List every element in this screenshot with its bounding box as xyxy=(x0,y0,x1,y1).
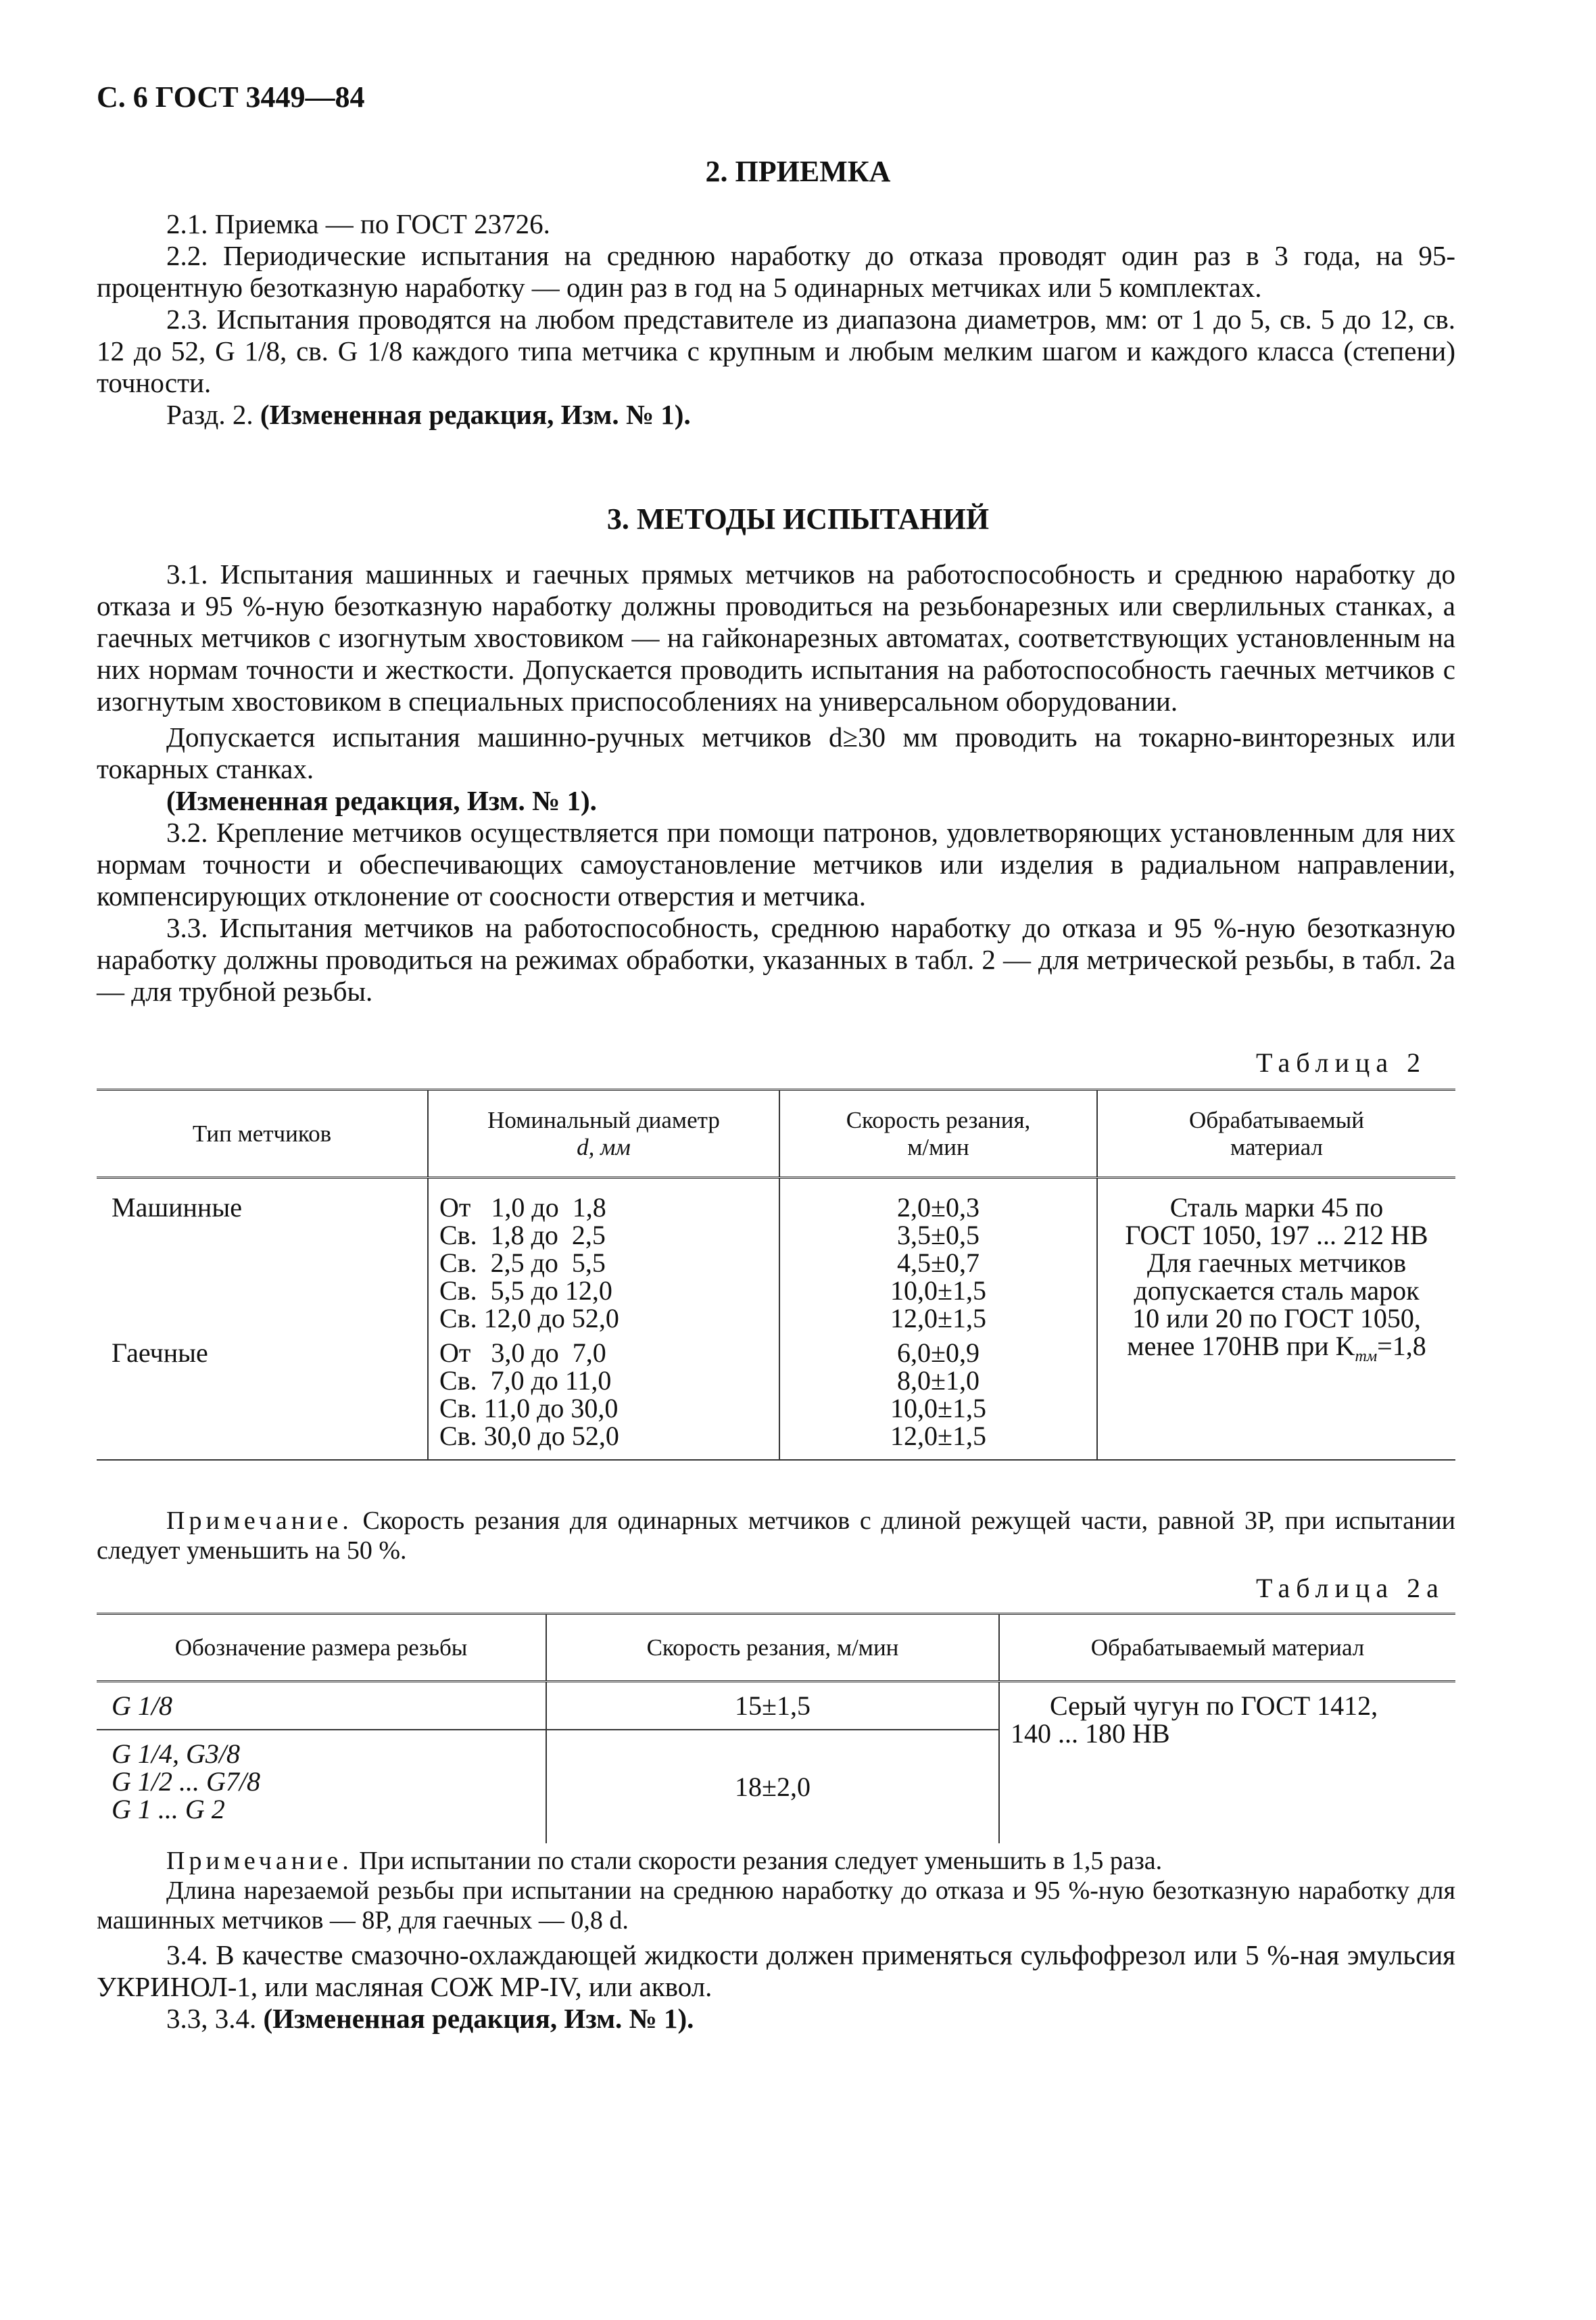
col-header-diameter-line2: d, мм xyxy=(577,1133,631,1160)
diameter-range: Св. 7,0 до 11,0 xyxy=(439,1365,612,1396)
cell-type-nut: Гаечные xyxy=(112,1337,208,1368)
col-header-material-line2: материал xyxy=(1230,1133,1323,1160)
section-3-title: 3. МЕТОДЫ ИСПЫТАНИЙ xyxy=(606,502,990,536)
note-paragraph xyxy=(97,1846,1455,1876)
paragraph-section-2-amendment xyxy=(97,399,1455,431)
table-row xyxy=(97,1682,1455,1730)
diameter-range: Св. 30,0 до 52,0 xyxy=(439,1421,619,1451)
paragraph-3-1-allow: Допускается испытания машинно-ручных метчиков d≥30 мм проводить на токарно-винторезных или токарных станках. xyxy=(97,721,1455,784)
section-2-title: 2. ПРИЕМКА xyxy=(705,155,891,188)
cell-material-steel xyxy=(1097,1178,1455,1461)
speed-value: 12,0±1,5 xyxy=(890,1303,986,1333)
speed-value: 4,5±0,7 xyxy=(897,1248,980,1278)
speed-value: 6,0±0,9 xyxy=(897,1337,980,1368)
col-header-diameter-line1: Номинальный диаметр xyxy=(487,1106,720,1133)
paragraph-2-3: 2.3. Испытания проводятся на любом представителе из диапазона диаметров, мм: от 1 до 5, св. 5 до 12, св. 12 до 52, G 1/8, св. G 1/8 каждого типа метчика с крупным и любым мелким шагом и каждого класса (степени) точности. xyxy=(97,304,1455,398)
paragraph-3-2: 3.2. Крепление метчиков осуществляется при помощи патронов, удовлетворяющих установленным для них нормам точности и обеспечивающих самоустановление метчиков или изделия в радиальном направлении, компенсирующих отклонение от соосности отверстия и метчика. xyxy=(97,817,1455,912)
paragraph-3-3-3-4-amendment xyxy=(97,2003,1455,2035)
table-2-header-row xyxy=(97,1090,1455,1178)
col-header-speed xyxy=(779,1090,1097,1178)
table-row xyxy=(97,1178,1455,1333)
speed-value: 2,0±0,3 xyxy=(897,1192,980,1223)
material-hardness-text: менее 170НВ при K xyxy=(1127,1331,1355,1361)
material-line xyxy=(1098,1332,1455,1371)
diameter-range: Св. 2,5 до 5,5 xyxy=(439,1248,606,1278)
cell-thread-sizes xyxy=(97,1730,546,1843)
note-text: При испытании по стали скорости резания следует уменьшить в 1,5 раза. xyxy=(352,1847,1163,1875)
note-text: Скорость резания для одинарных метчиков с длиной режущей части, равной 3Р, при испытании следует уменьшить на 50 %. xyxy=(97,1507,1455,1565)
amendment-prefix: Разд. 2. xyxy=(166,399,260,430)
table-2a-header-row xyxy=(97,1614,1455,1682)
speed-value: 10,0±1,5 xyxy=(890,1393,986,1423)
speed-value: 3,5±0,5 xyxy=(897,1220,980,1250)
table-2a-caption: Таблица 2а xyxy=(1256,1573,1445,1603)
note-paragraph xyxy=(97,1506,1455,1565)
note-paragraph-thread-length: Длина нарезаемой резьбы при испытании на среднюю наработку до отказа и 95 %-ную безотказную наработку для машинных метчиков — 8Р, для гаечных — 0,8 d. xyxy=(97,1876,1455,1935)
cell-type-machine: Машинные xyxy=(112,1192,242,1223)
col-header-material-line1: Обрабатываемый xyxy=(1189,1106,1364,1133)
thread-size: G 1 ... G 2 xyxy=(112,1794,225,1824)
col-header-diameter xyxy=(428,1090,779,1178)
paragraph-2-2: 2.2. Периодические испытания на среднюю наработку до отказа проводят один раз в 3 года, на 95-процентную безотказную наработку — один раз в год на 5 одинарных метчиках или 5 комплектах. xyxy=(97,240,1455,303)
cell-material-cast-iron xyxy=(999,1682,1455,1844)
diameter-range: Св. 5,5 до 12,0 xyxy=(439,1275,612,1306)
material-coefficient: =1,8 xyxy=(1377,1331,1426,1361)
cell-thread-size: G 1/8 xyxy=(112,1690,172,1721)
amendment-note: (Измененная редакция, Изм. № 1). xyxy=(260,399,691,430)
material-line: Серый чугун по ГОСТ 1412, xyxy=(1050,1690,1378,1721)
material-line: Для гаечных метчиков xyxy=(1146,1248,1407,1278)
col-header-tap-type: Тип метчиков xyxy=(192,1120,332,1147)
col-header-material: Обрабатываемый материал xyxy=(999,1614,1455,1682)
amendment-prefix: 3.3, 3.4. xyxy=(166,2003,264,2034)
diameter-range: Св. 11,0 до 30,0 xyxy=(439,1393,619,1423)
note-label: Примечание. xyxy=(166,1847,353,1875)
table-2a xyxy=(97,1613,1455,1843)
cell-diameters-nut xyxy=(428,1332,779,1460)
paragraph-3-1: 3.1. Испытания машинных и гаечных прямых метчиков на работоспособность и среднюю наработку до отказа и 95 %-ную безотказную наработку должны проводиться на резьбонарезных или сверлильных станках, а гаечных метчиков с изогнутым хвостовиком — на гайконарезных автоматах, соответствующих установленным на них нормам точности и жесткости. Допускается проводить испытания на работоспособность гаечных метчиков с изогнутым хвостовиком в специальных приспособлениях на универсальном оборудовании. xyxy=(97,559,1455,717)
col-header-thread-size: Обозначение размера резьбы xyxy=(174,1634,468,1661)
col-header-speed: Скорость резания, м/мин xyxy=(546,1614,999,1682)
speed-value: 10,0±1,5 xyxy=(890,1275,986,1306)
table-2 xyxy=(97,1089,1455,1461)
diameter-range: От 3,0 до 7,0 xyxy=(439,1337,606,1368)
material-line: 140 ... 180 НВ xyxy=(1011,1718,1170,1749)
note-table-2a xyxy=(97,1846,1455,1935)
speed-value: 12,0±1,5 xyxy=(890,1421,986,1451)
material-subscript: тм xyxy=(1355,1348,1378,1365)
cell-speed: 18±2,0 xyxy=(546,1730,999,1843)
note-label: Примечание. xyxy=(166,1507,353,1535)
thread-size: G 1/2 ... G7/8 xyxy=(112,1766,260,1797)
diameter-range: От 1,0 до 1,8 xyxy=(439,1192,606,1223)
tail-body xyxy=(97,1939,1455,2035)
diameter-range: Св. 1,8 до 2,5 xyxy=(439,1220,606,1250)
note-table-2 xyxy=(97,1506,1455,1565)
material-line: допускается сталь марок xyxy=(1134,1275,1420,1306)
paragraph-3-4: 3.4. В качестве смазочно-охлаждающей жидкости должен применяться сульфофрезол или 5 %-ная эмульсия УКРИНОЛ-1, или масляная СОЖ МР-IV, или аквол. xyxy=(97,1939,1455,2002)
paragraph-3-1-amendment: (Измененная редакция, Изм. № 1). xyxy=(166,785,597,816)
thread-size: G 1/4, G3/8 xyxy=(112,1738,240,1769)
section-2-body xyxy=(97,208,1455,431)
page-header: С. 6 ГОСТ 3449—84 xyxy=(97,80,365,114)
cell-speeds-machine xyxy=(779,1178,1097,1333)
material-line: ГОСТ 1050, 197 ... 212 НВ xyxy=(1125,1220,1428,1250)
table-2-caption: Таблица 2 xyxy=(1256,1047,1427,1078)
paragraph-3-3: 3.3. Испытания метчиков на работоспособность, среднюю наработку до отказа и 95 %-ную безотказную наработку должны проводиться на режимах обработки, указанных в табл. 2 — для метрической резьбы, в табл. 2а — для трубной резьбы. xyxy=(97,912,1455,1007)
cell-speed: 15±1,5 xyxy=(546,1682,999,1730)
material-line: 10 или 20 по ГОСТ 1050, xyxy=(1132,1303,1421,1333)
amendment-note: (Измененная редакция, Изм. № 1). xyxy=(263,2003,694,2034)
section-3-body xyxy=(97,559,1455,1008)
cell-speeds-nut xyxy=(779,1332,1097,1460)
col-header-material xyxy=(1097,1090,1455,1178)
material-line: Сталь марки 45 по xyxy=(1169,1192,1384,1223)
speed-value: 8,0±1,0 xyxy=(897,1365,980,1396)
diameter-range: Св. 12,0 до 52,0 xyxy=(439,1303,619,1333)
col-header-speed-line1: Скорость резания, xyxy=(846,1106,1031,1133)
paragraph-2-1: 2.1. Приемка — по ГОСТ 23726. xyxy=(166,208,550,239)
col-header-speed-line2: м/мин xyxy=(907,1133,969,1160)
cell-diameters-machine xyxy=(428,1178,779,1333)
